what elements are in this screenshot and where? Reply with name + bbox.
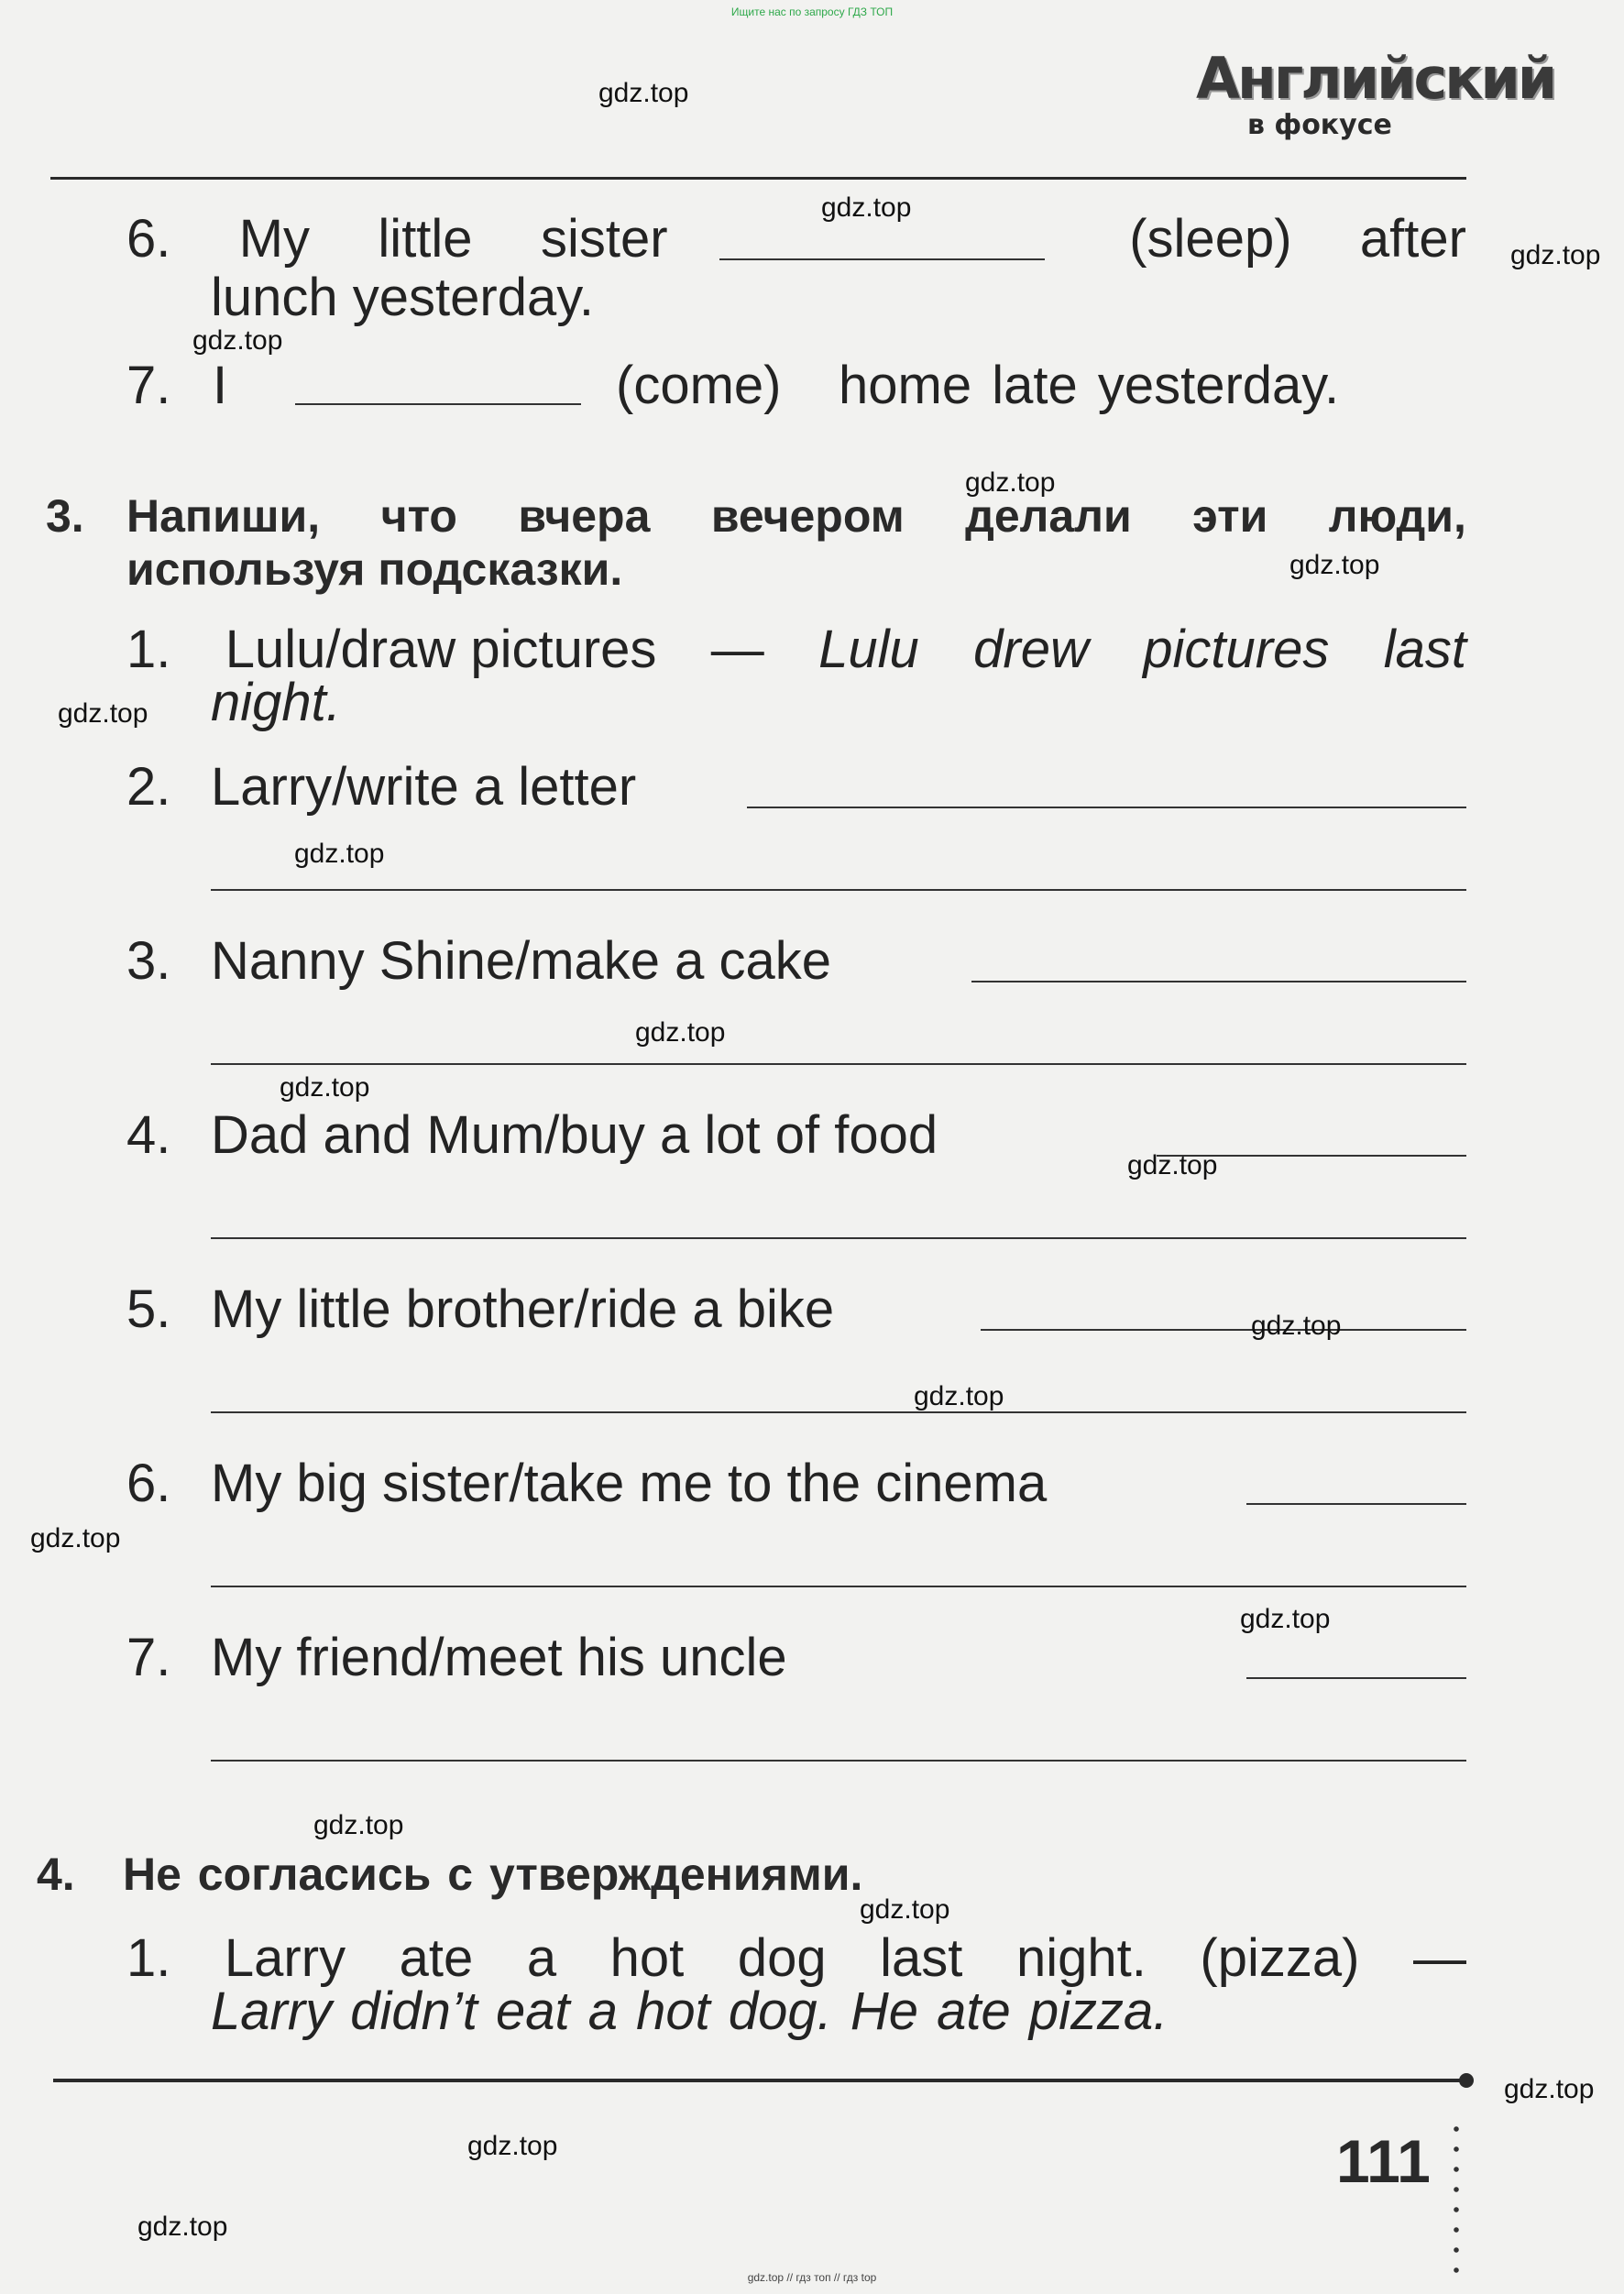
exercise3-item-number: 7. [126,1628,171,1687]
answer-line[interactable] [211,1586,1466,1587]
watermark: gdz.top [30,1523,121,1553]
exercise3-item-number: 6. [126,1454,171,1513]
exercise4-title: Не согласись с утверждениями. [123,1849,863,1900]
watermark: gdz.top [821,192,912,223]
answer-line[interactable] [981,1329,1466,1331]
verb-hint: (sleep) [1129,209,1292,269]
answer-line[interactable] [211,1063,1466,1065]
exercise3-item-prompt: My friend/meet his uncle [211,1628,787,1687]
exercise2-item7-number: 7. [126,356,171,415]
header-rule [50,177,1466,180]
watermark: gdz.top [1510,240,1601,270]
word: dog [737,1928,827,1988]
word: hot [609,1928,685,1988]
word: last [880,1928,963,1988]
watermark: gdz.top [1251,1311,1342,1341]
answer-line[interactable] [211,1237,1466,1239]
exercise3-item-prompt: Larry/write a letter [211,757,637,817]
word: sister [540,209,668,269]
watermark: gdz.top [313,1810,404,1840]
exercise4-number: 4. [37,1849,75,1900]
exercise3-example-line1 [126,620,1466,679]
word: night. [1015,1928,1147,1988]
answer-line[interactable] [719,258,1045,260]
answer-line[interactable] [747,807,1466,808]
word: a [526,1928,557,1988]
exercise2-item7-rest: home late yesterday. [839,356,1340,415]
title-word: что [380,490,457,542]
page-number: 111 [1336,2127,1431,2195]
word: My [238,209,311,269]
exercise3-title-line2: используя подсказки. [126,543,623,595]
exercise3-item-number: 3. [126,931,171,991]
watermark: gdz.top [137,2212,228,2242]
watermark: gdz.top [58,698,148,729]
answer-line[interactable] [211,1760,1466,1762]
book-logo [1196,45,1555,151]
exercise3-item-prompt: My big sister/take me to the cinema [211,1454,1048,1513]
watermark: gdz.top [1240,1604,1331,1634]
footer-rule-dot [1459,2073,1474,2088]
watermark: gdz.top [635,1017,726,1048]
answer-word: pictures [1143,620,1330,679]
watermark: gdz.top [280,1072,370,1103]
title-word: люди, [1328,490,1466,542]
prompt: Lulu/draw pictures [225,620,657,679]
watermark: gdz.top [1127,1150,1218,1180]
exercise3-item-number: 4. [126,1105,171,1165]
watermark: gdz.top [914,1381,1004,1411]
word: Larry [224,1928,346,1988]
exercise2-item7-verb: (come) [616,356,782,415]
answer-line[interactable] [1246,1677,1466,1679]
logo-subtitle: в фокусе [1247,109,1392,141]
exercise2-item6-line2: lunch yesterday. [211,268,595,327]
exercise3-number: 3. [46,490,84,542]
watermark: gdz.top [598,78,689,108]
top-notice: Ищите нас по запросу ГДЗ ТОП [730,5,894,18]
exercise3-item-number: 5. [126,1279,171,1339]
watermark: gdz.top [965,467,1056,498]
word: (pizza) [1200,1928,1360,1988]
footer-rule [53,2079,1465,2082]
answer-word: last [1383,620,1466,679]
watermark: gdz.top [860,1894,950,1925]
exercise3-item-prompt: Dad and Mum/buy a lot of food [211,1105,938,1165]
answer-line[interactable] [211,1411,1466,1413]
exercise3-example-line2: night. [211,673,341,732]
answer-word: Lulu [818,620,919,679]
item-number: 1. [126,620,171,679]
answer-line[interactable] [1246,1503,1466,1505]
title-word: эти [1192,490,1268,542]
title-word: Напиши, [126,490,321,542]
answer-word: drew [973,620,1089,679]
title-word: вечером [710,490,905,542]
answer-line[interactable] [211,889,1466,891]
watermark: gdz.top [467,2131,558,2161]
watermark: gdz.top [1504,2074,1595,2104]
exercise2-item7-subject: I [213,356,228,415]
bottom-notice: gdz.top // гдз топ // гдз top [747,2271,877,2284]
dash: — [1412,1928,1466,1988]
answer-line[interactable] [295,403,581,405]
logo-title: Английский [1196,45,1555,112]
dotted-margin [1454,2119,1459,2275]
exercise3-item-prompt: Nanny Shine/make a cake [211,931,832,991]
title-word: делали [965,490,1132,542]
word: ate [399,1928,474,1988]
dash: — [710,620,764,679]
exercise3-item-number: 2. [126,757,171,817]
exercise3-item-prompt: My little brother/ride a bike [211,1279,835,1339]
watermark: gdz.top [1289,550,1380,580]
title-word: вчера [518,490,651,542]
exercise4-example-answer: Larry didn’t eat a hot dog. He ate pizza. [211,1981,1169,2041]
word: after [1359,209,1466,269]
exercise4-example-line1 [126,1928,1466,1988]
item-number: 1. [126,1928,171,1988]
word: little [378,209,473,269]
exercise3-title-line1 [126,490,1466,542]
item-number: 6. [126,209,171,269]
answer-line[interactable] [971,981,1466,982]
watermark: gdz.top [192,325,283,356]
watermark: gdz.top [294,839,385,869]
